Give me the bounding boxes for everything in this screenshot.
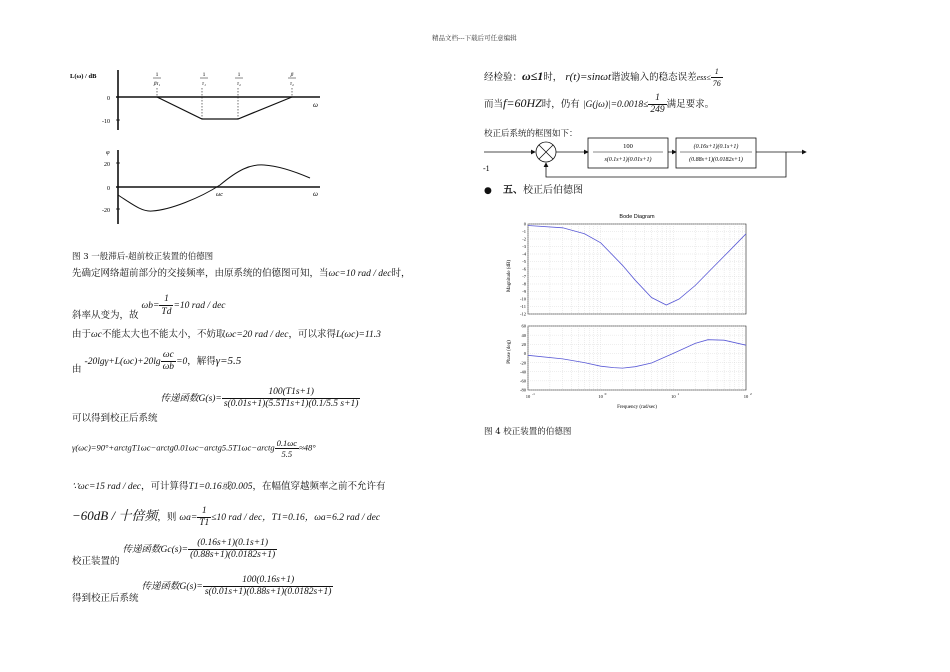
block2-num: (0.16s+1)(0.1s+1) — [693, 144, 739, 150]
bode-title: Bode Diagram — [619, 214, 655, 220]
left-line-8: −60dB / 十倍频，则 ωa= $\frac{1}{T1}$ ≤10 rad / dec，T1=0.16，ωa=6.2 rad / dec — [72, 506, 381, 528]
left-line-1: 先确定网络超前部分的交接频率，由原系统的伯德图可知，当ωc=10 rad / dec时， — [72, 268, 411, 279]
fig3-phase-tick: 0 — [107, 186, 110, 192]
block1-num: 100 — [623, 143, 633, 150]
block1-den: s(0.1s+1)(0.01s+1) — [604, 157, 652, 163]
right-line-2: 而当f=60HZ时，仍有 |G(jω)|=0.0018≤ $\frac{1}{249}$ 满足要求。 — [484, 93, 715, 115]
left-line-10: 得到校正后系统 传递函数G(s)= $\frac{100(0.16s+1)}{s(0.01s+1)(0.88s+1)(0.0182s+1)}$ — [72, 575, 332, 604]
bode-y-tick: -40 — [520, 369, 526, 375]
bode-y-tick: -11 — [520, 304, 526, 310]
svg-text:2: 2 — [750, 392, 752, 396]
left-line-6: γ(ωc)=90°+arctgT1ωc−arctg0.01ωc−arctg5.5T1ωc−arctg $\frac{0.1\omega c}{5.5}$ ≈48° — [72, 438, 316, 459]
fig3-phase-tick: -20 — [102, 208, 110, 214]
svg-text:τ₁: τ₁ — [202, 81, 206, 87]
left-line-7: ∵ωc=15 rad / dec，可计算得T1=0.16或0.005，在幅值穿越频率之前不允许有 — [72, 481, 386, 492]
svg-text:10: 10 — [598, 394, 603, 399]
fig3-omega-label: ω — [313, 101, 318, 109]
svg-text:0: 0 — [604, 392, 607, 396]
svg-text:1: 1 — [677, 392, 680, 396]
section-heading: ● 五、校正后伯德图 — [484, 185, 584, 196]
bode-y-tick: -20 — [520, 360, 526, 366]
svg-text:βτ₁: βτ₁ — [153, 81, 161, 87]
bode-y-tick: -6 — [522, 266, 526, 272]
fig3-phase-plot — [102, 149, 320, 224]
feedback-label: -1 — [483, 164, 490, 173]
fig3-mag-tick: 0 — [107, 96, 110, 102]
bullet-icon: ● — [484, 186, 492, 196]
bode-y-tick: -3 — [522, 244, 526, 250]
left-line-2: 斜率从变为，故 ωb= $\frac{1}{Td}$ =10 rad / dec — [72, 294, 226, 321]
summing-junction — [536, 142, 556, 162]
fig3-mag-tick: -10 — [102, 119, 110, 125]
fig3-freq-label: 1 — [237, 72, 241, 78]
bode-y-tick: -4 — [522, 251, 526, 257]
bode-y-tick: -60 — [520, 378, 526, 384]
bode-y-tick: -1 — [522, 229, 526, 235]
bode-x-tick — [598, 392, 606, 399]
bode-y-tick: 20 — [521, 341, 526, 347]
bode-y-tick: -5 — [522, 259, 526, 265]
right-line-3: 校正后系统的框图如下： — [484, 129, 578, 139]
fig3-omega-c-label: ωc — [216, 192, 223, 198]
svg-text:τ₂: τ₂ — [290, 81, 294, 87]
bode-x-tick — [526, 392, 535, 399]
bode-phase-line — [528, 340, 746, 368]
bode-x-tick — [744, 392, 752, 399]
bode-mag-ylabel: Magnitude (dB) — [507, 259, 512, 293]
bode-plot — [500, 208, 755, 413]
fig3-omega-label: ω — [313, 190, 318, 198]
bode-y-tick: -10 — [520, 296, 526, 302]
bode-y-tick: -9 — [522, 289, 526, 295]
bode-phase-ylabel: Phase (deg) — [507, 340, 512, 364]
bode-y-tick: -80 — [520, 387, 526, 393]
block2-den: (0.88s+1)(0.0182s+1) — [689, 157, 743, 163]
bode-phase-axes — [520, 324, 746, 393]
right-line-1: 经检验：ω≤1时， r(t)=sinωt谐波输入的稳态误差ess≤ $\frac{1}{76}$ — [484, 67, 721, 88]
fig3-phase-tick: 20 — [104, 162, 110, 168]
svg-text:10: 10 — [743, 394, 749, 399]
left-line-4: 由 -20lgγ+L(ωc)+20lg $\frac{\omega c}{\omega b}$ =0，解得γ=5.5 — [72, 350, 242, 375]
bode-y-tick: 40 — [521, 332, 526, 338]
bode-x-tick — [671, 392, 679, 399]
fig3-caption: 图 3 一般滞后-超前校正装置的伯德图 — [72, 252, 214, 262]
svg-text:-1: -1 — [532, 392, 535, 396]
svg-text:τ₂: τ₂ — [237, 81, 241, 87]
left-line-9: 校正装置的 传递函数Gc(s)= $\frac{(0.16s+1)(0.1s+1)}{(0.88s+1)(0.0182s+1)}$ — [72, 538, 276, 567]
compensator-block — [676, 138, 756, 168]
bode-y-tick: -7 — [522, 274, 526, 280]
fig3-mag-label: L(ω) / dB — [70, 73, 97, 80]
bode-xlabel: Frequency (rad/sec) — [617, 405, 657, 410]
page-header: 精品文档---下载后可任意编辑 — [432, 34, 517, 42]
left-line-3: 由于ωc不能太大也不能太小，不妨取ωc=20 rad / dec，可以求得L(ωc)=11.3 — [72, 329, 381, 340]
fig3-freq-label: β — [290, 72, 294, 78]
figure-3 — [70, 62, 340, 232]
bode-y-tick: -8 — [522, 281, 526, 287]
fig3-freq-label: 1 — [202, 72, 206, 78]
bode-y-tick: 0 — [523, 351, 526, 357]
bode-y-tick: 0 — [523, 221, 526, 227]
bode-y-tick: -12 — [520, 311, 526, 317]
bode-magnitude-line — [528, 226, 746, 306]
fig3-magnitude-plot — [70, 70, 320, 130]
svg-text:10: 10 — [671, 394, 676, 399]
fig4-caption: 图 4 校正装置的伯德图 — [484, 427, 572, 437]
svg-text:10: 10 — [525, 394, 531, 399]
fig3-freq-label: 1 — [155, 72, 159, 78]
bode-magnitude-axes — [520, 222, 746, 317]
bode-y-tick: -2 — [522, 236, 526, 242]
fig3-phase-label: φ — [106, 149, 110, 156]
bode-y-tick: 60 — [521, 323, 526, 329]
left-line-5: 可以得到校正后系统 传递函数G(s)= $\frac{100(T1s+1)}{s(0.01s+1)(5.5T1s+1)(0.1/5.5 s+1)}$ — [72, 387, 359, 424]
